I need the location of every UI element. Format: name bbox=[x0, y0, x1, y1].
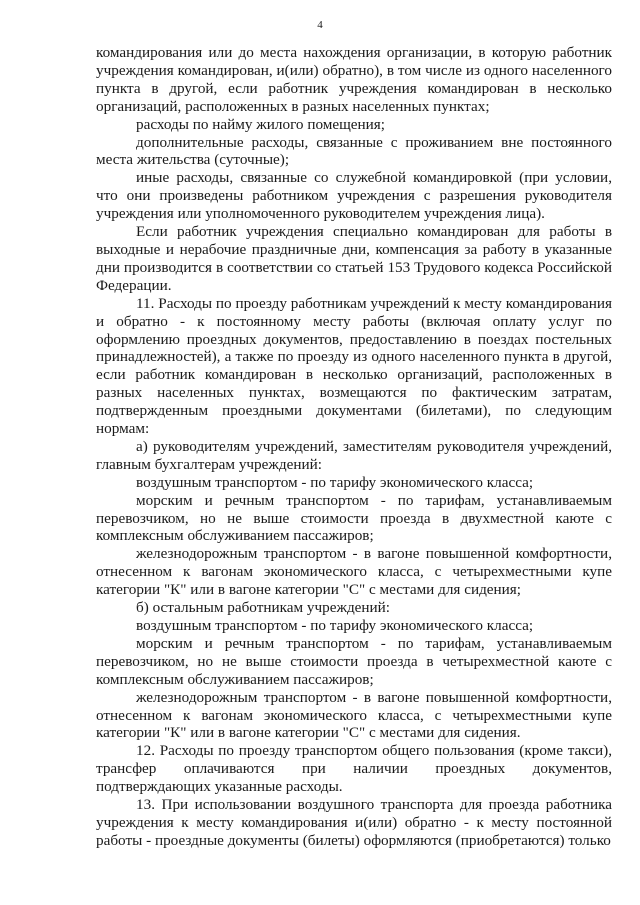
paragraph-air-transport-b: воздушным транспортом - по тарифу экономического класса; bbox=[136, 617, 534, 634]
paragraph-clause-11a: а) руководителям учреждений, заместителям руководителя учреждений, главным бухгалтерам учреждений: bbox=[96, 437, 612, 473]
paragraph-rail-transport-b: железнодорожным транспортом - в вагоне повышенной комфортности, отнесенном к вагонам экономического класса, с четырехместными купе категории "К" или в вагоне категории "С" с местами для сидения. bbox=[96, 688, 612, 742]
page-number: 4 bbox=[317, 19, 323, 31]
paragraph-air-transport-a: воздушным транспортом - по тарифу экономического класса; bbox=[136, 473, 534, 491]
paragraph-per-diem: дополнительные расходы, связанные с проживанием вне постоянного места жительства (суточные); bbox=[96, 133, 612, 169]
paragraph-sea-river-transport-a: морским и речным транспортом - по тарифам, устанавливаемым перевозчиком, но не выше стоимости проезда в двухместной каюте с комплексным обслуживанием пассажиров; bbox=[96, 491, 612, 545]
paragraph-clause-13: 13. При использовании воздушного транспорта для проезда работника учреждения к месту командирования и(или) обратно - к месту постоянной работы - проездные документы (билеты) оформляются (приобретаются) только bbox=[96, 796, 612, 849]
paragraph-housing-expenses: расходы по найму жилого помещения; bbox=[136, 115, 386, 133]
paragraph-sea-river-transport-b: морским и речным транспортом - по тарифам, устанавливаемым перевозчиком, но не выше стоимости проезда в четырехместной каюте с комплексным обслуживанием пассажиров; bbox=[96, 634, 612, 688]
paragraph-weekend-work: Если работник учреждения специально командирован для работы в выходные и нерабочие праздничные дни, компенсация за работу в указанные дни производится в соответствии со статьей 153 Трудового кодекса Российской Федерации. bbox=[96, 223, 612, 294]
paragraph-other-expenses: иные расходы, связанные со служебной командировкой (при условии, что они произведены работником учреждения с разрешения руководителя учреждения или уполномоченного руководителем учреждения лица). bbox=[96, 169, 612, 223]
paragraph-clause-11b: б) остальным работникам учреждений: bbox=[136, 599, 391, 617]
paragraph-continuation: командирования или до места нахождения организации, в которую работник учреждения командирован, и(или) обратно), в том числе из одного населенного пункта в другой, если работник учреждения командирован в несколько организаций, расположенных в разных населенных пунктах; bbox=[96, 44, 612, 115]
paragraph-clause-11: 11. Расходы по проезду работникам учреждений к месту командирования и обратно - к постоянному месту работы (включая оплату услуг по оформлению проездных документов, предоставлению в поездах постельных принадлежностей), а также по проезду из одного населенного пункта в другой, если работник командирован в несколько организаций, расположенных в разных населенных пунктах, возмещаются по фактическим затратам, подтвержденным проездными документами (билетами), по следующим нормам: bbox=[96, 294, 612, 438]
document-body bbox=[96, 44, 612, 850]
paragraph-clause-12: 12. Расходы по проезду транспортом общего пользования (кроме такси), трансфер оплачиваются при наличии проездных документов, подтверждающих указанные расходы. bbox=[96, 742, 612, 796]
paragraph-rail-transport-a: железнодорожным транспортом - в вагоне повышенной комфортности, отнесенном к вагонам экономического класса, с четырехместными купе категории "К" или в вагоне категории "С" с местами для сидения; bbox=[96, 545, 612, 599]
